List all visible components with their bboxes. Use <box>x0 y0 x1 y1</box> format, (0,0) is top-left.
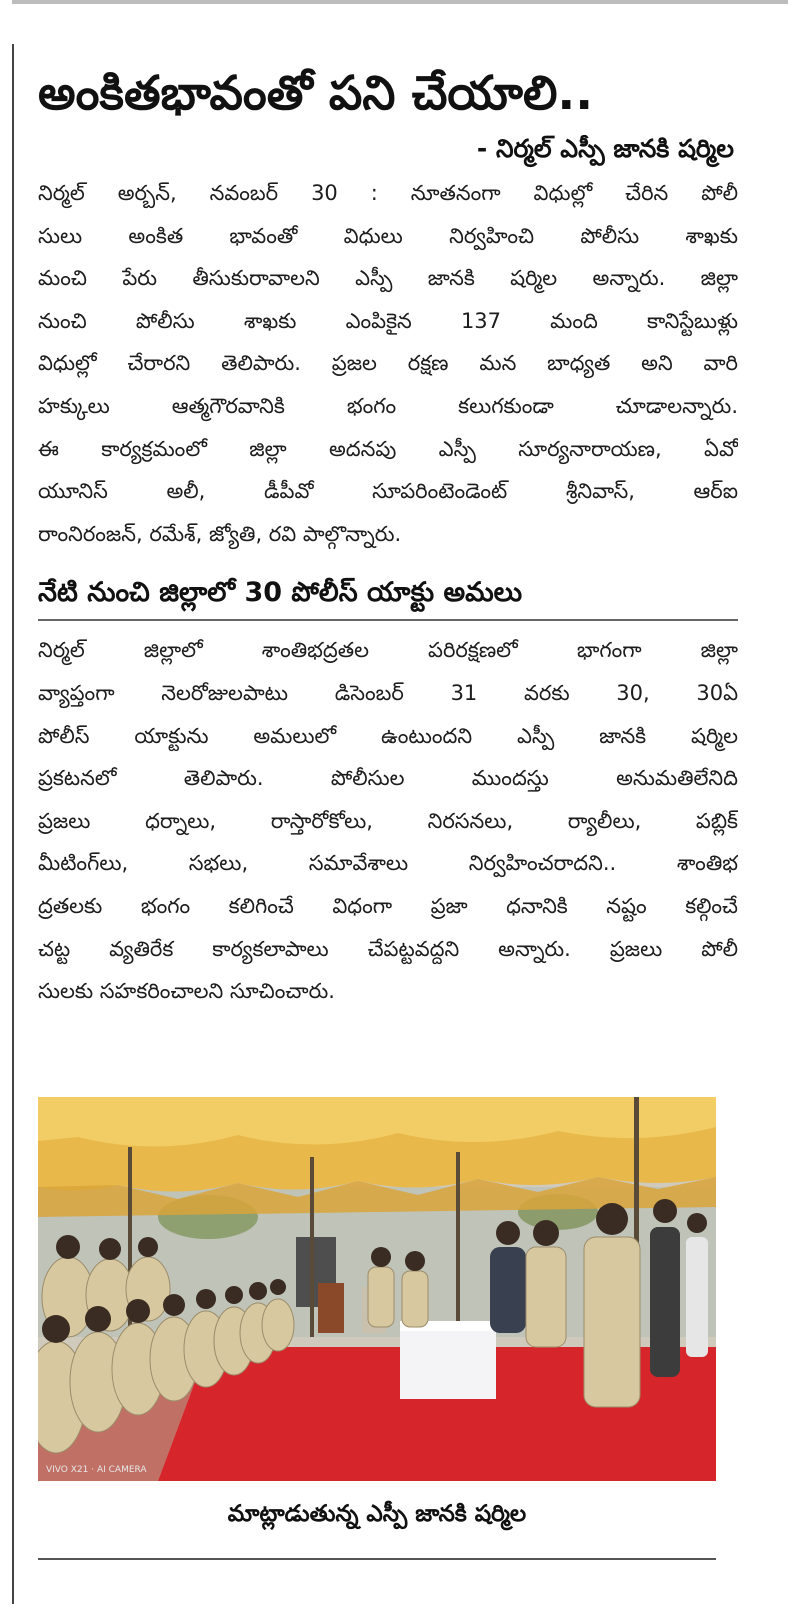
paragraph-line: నిర్మల్ అర్బన్, నవంబర్ 30 : నూతనంగా విధుల్లో చేరిన పోలీ <box>38 181 738 205</box>
paragraph-line: ఈ కార్యక్రమంలో జిల్లా అదనపు ఎస్పీ సూర్యనారాయణ, ఏవో <box>38 436 738 461</box>
top-border <box>12 0 788 4</box>
paragraph-1 <box>38 172 738 555</box>
tent-pole <box>456 1152 460 1332</box>
news-photo <box>38 1097 716 1481</box>
news-article <box>38 58 738 1013</box>
column-rule <box>12 44 14 1604</box>
paragraph-line: హక్కులు ఆత్మగౌరవానికి భంగం కలుగకుండా చూడాలన్నారు. <box>38 393 738 418</box>
subheading-underline <box>38 619 738 621</box>
tent-pole <box>310 1157 314 1337</box>
photo-caption: మాట్లాడుతున్న ఎస్పీ జానకి షర్మిల <box>227 1501 527 1527</box>
paragraph-line: చట్ట వ్యతిరేక కార్యకలాపాలు చేపట్టవద్దని అన్నారు. ప్రజలు పోలీ <box>38 936 738 961</box>
paragraph-line: ప్రజలు ధర్నాలు, రాస్తారోకోలు, నిరసనలు, ర్యాలీలు, పబ్లిక్ <box>38 808 738 833</box>
headline: అంకితభావంతో పని చేయాలి.. <box>38 66 594 121</box>
paragraph-line: విధుల్లో చేరారని తెలిపారు. ప్రజల రక్షణ మన బాధ్యత అని వారి <box>38 351 738 376</box>
chair <box>318 1283 344 1333</box>
paragraph-line: యూనిస్ అలీ, డీపీవో సూపరింటెండెంట్ శ్రీనివాస్, ఆర్ఐ <box>38 479 738 504</box>
byline: - నిర్మల్ ఎస్పీ జానకి షర్మిల <box>476 134 734 163</box>
paragraph-line: రాంనిరంజన్, రమేశ్, జ్యోతి, రవి పాల్గొన్నారు. <box>38 521 402 546</box>
paragraph-line: నుంచి పోలీసు శాఖకు ఎంపికైన 137 మంది కానిస్టేబుళ్లు <box>38 308 738 333</box>
table-cloth <box>400 1327 496 1399</box>
paragraph-line: ద్రతలకు భంగం కలిగించే విధంగా ప్రజా ధనానికి నష్టం కల్గించే <box>38 893 738 918</box>
paragraph-line: పోలీస్ యాక్టును అమలులో ఉంటుందని ఎస్పీ జానకి షర్మిల <box>38 723 738 748</box>
paragraph-line: మీటింగ్‌లు, సభలు, సమావేశాలు నిర్వహించరాదని.. శాంతిభ <box>38 851 738 876</box>
bottom-border <box>38 1558 716 1560</box>
photo-illustration <box>38 1097 716 1481</box>
paragraph-line: మంచి పేరు తీసుకురావాలని ఎస్పీ జానకి షర్మిల అన్నారు. జిల్లా <box>38 266 738 291</box>
paragraph-line: ప్రకటనలో తెలిపారు. పోలీసుల ముందస్తు అనుమతిలేనిది <box>38 766 738 791</box>
photo-watermark: VIVO X21 · AI CAMERA <box>46 1465 147 1475</box>
paragraph-2 <box>38 629 738 1012</box>
paragraph-line: నిర్మల్ జిల్లాలో శాంతిభద్రతల పరిరక్షణలో భాగంగా జిల్లా <box>38 638 738 663</box>
paragraph-line: సులు అంకిత భావంతో విధులు నిర్వహించి పోలీసు శాఖకు <box>38 223 738 248</box>
subheading: నేటి నుంచి జిల్లాలో 30 పోలీస్ యాక్టు అమలు <box>38 577 523 609</box>
paragraph-line: వ్యాప్తంగా నెలరోజులపాటు డిసెంబర్ 31 వరకు 30, 30ఏ <box>38 680 738 705</box>
paragraph-line: సులకు సహకరించాలని సూచించారు. <box>38 979 335 1004</box>
